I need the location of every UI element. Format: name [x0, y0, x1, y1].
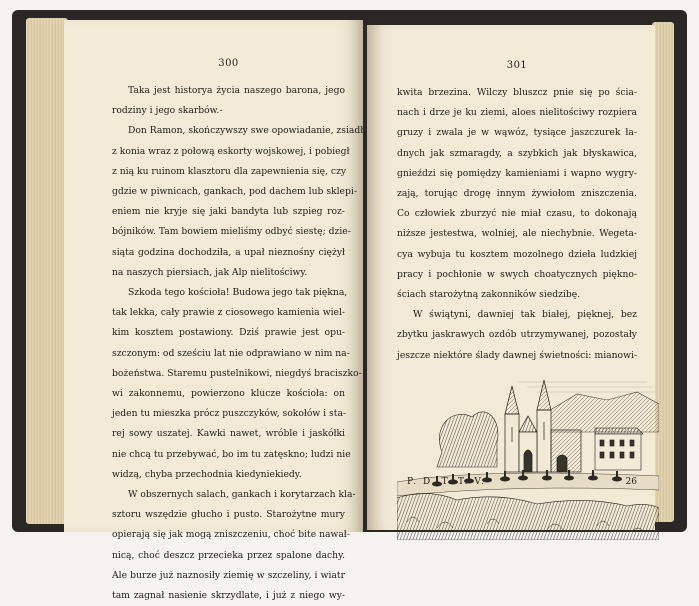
text-line: rej sowy uszatej. Kawki nawet, wróble i jaskółki: [112, 428, 345, 440]
text-line: ściach starożytną zakonników siedzibę.: [397, 289, 581, 301]
text-line: na naszych piersiach, jak Alp nielitościwy.: [112, 266, 308, 278]
text-line: gruzy i zwala je w wąwóz, tysiące jaszczurek ła-: [397, 127, 637, 139]
text-line: bożeństwa. Staremu pustelnikowi, niegdyś braciszko-: [112, 367, 362, 379]
text-line: niższe jestestwa, wolniej, ale niechybnie. Wegeta-: [397, 228, 637, 240]
text-line: Taka jest historya życia naszego barona, jego: [128, 85, 345, 96]
text-line: z konia wraz z połową eskorty wojskowej, i pobiegł: [112, 145, 350, 157]
text-line: sztoru wszędzie głucho i pusto. Starożytne mury: [112, 509, 345, 521]
text-line: rodziny i jego skarbów.-: [112, 105, 223, 117]
signature-number: 26: [625, 477, 637, 487]
open-book: [12, 10, 687, 602]
text-line: bójników. Tam bowiem mieliśmy odbyć siestę; dzie-: [112, 226, 351, 238]
text-line: dnych jak szmaragdy, a szybkich jak błyskawica,: [397, 147, 637, 159]
text-line: W obszernych salach, gankach i korytarzach kla-: [128, 489, 356, 501]
text-line: nach i drze je ku ziemi, aloes nielitościwy rozpiera: [397, 107, 637, 119]
text-line: tak lekka, cały prawie z ciosowego kamienia wiel-: [112, 307, 345, 319]
right-page-text: [397, 83, 637, 366]
text-line: nie chcą tu przebywać, bo im tu zatęskno; ludzi nie: [112, 448, 351, 460]
church-engraving-illustration: [397, 372, 659, 540]
signature-mark: P. D. T. T. V.: [407, 477, 487, 487]
text-line: jeszcze niektóre ślady dawnej świetności: mianowi-: [397, 349, 637, 361]
text-line: gnieździ się pomiędzy kamieniami i wapno wygry-: [397, 167, 637, 179]
text-line: nicą, choć deszcz przecieka przez spalone dachy.: [112, 549, 345, 561]
text-line: zają, torując drogę innym żywiołom zniszczenia.: [397, 188, 637, 200]
text-line: eniem nie kryje się jaki bandyta lub szpieg roz-: [112, 206, 345, 218]
text-line: pracy i pochłonie w swych choatycznych piękno-: [397, 268, 637, 280]
right-page: [367, 25, 655, 530]
text-line: kwita brzezina. Wilczy bluszcz pnie się po ścia-: [397, 87, 637, 98]
text-line: Ale burze już naznosiły ziemię w szczeliny, i wiatr: [112, 569, 345, 581]
text-line: Don Ramon, skończywszy swe opowiadanie, zsiadł: [128, 125, 364, 137]
text-line: gdzie w piwnicach, gankach, pod dachem lub sklepi-: [112, 186, 357, 198]
left-page: [64, 20, 364, 602]
text-line: Szkoda tego kościoła! Budowa jego tak piękna,: [128, 287, 348, 299]
text-line: kim kosztem postawiony. Dziś prawie jest opu-: [112, 327, 345, 339]
text-line: zbytku jaskrawych ozdób utrzymywanej, pozostały: [397, 329, 637, 341]
text-line: z nią ku ruinom klasztoru dla zapewnienia się, czy: [112, 165, 347, 177]
text-line: tam zagnał nasienie skrzydlate, i już z niego wy-: [112, 590, 345, 602]
text-line: opierają się jak mogą zniszczeniu, choć bite nawał-: [112, 529, 350, 541]
text-line: cya wybuja tu kosztem mozolnego dzieła ludzkiej: [397, 248, 637, 260]
page-number: 301: [506, 60, 528, 71]
page-footer: [397, 477, 637, 487]
text-line: siąta godzina dochodziła, a upał nieznośny ciężył: [112, 246, 345, 258]
text-line: wi zakonnemu, powierzono klucze kościoła: on: [112, 388, 345, 400]
text-line: jeden tu mieszka prócz puszczyków, sokołów i sta-: [112, 408, 347, 420]
left-page-text: [112, 81, 364, 606]
text-line: Co człowiek zburzyć nie miał czasu, to dokonają: [397, 208, 637, 220]
text-line: szczonym: od sześciu lat nie odprawiano w nim na-: [112, 347, 350, 359]
text-line: widzą, chyba przechodnia kiedyniekiedy.: [112, 468, 302, 480]
left-page-edges: [26, 18, 68, 524]
page-number: 300: [218, 58, 239, 69]
text-line: W świątyni, dawniej tak białej, pięknej, bez: [413, 309, 637, 321]
